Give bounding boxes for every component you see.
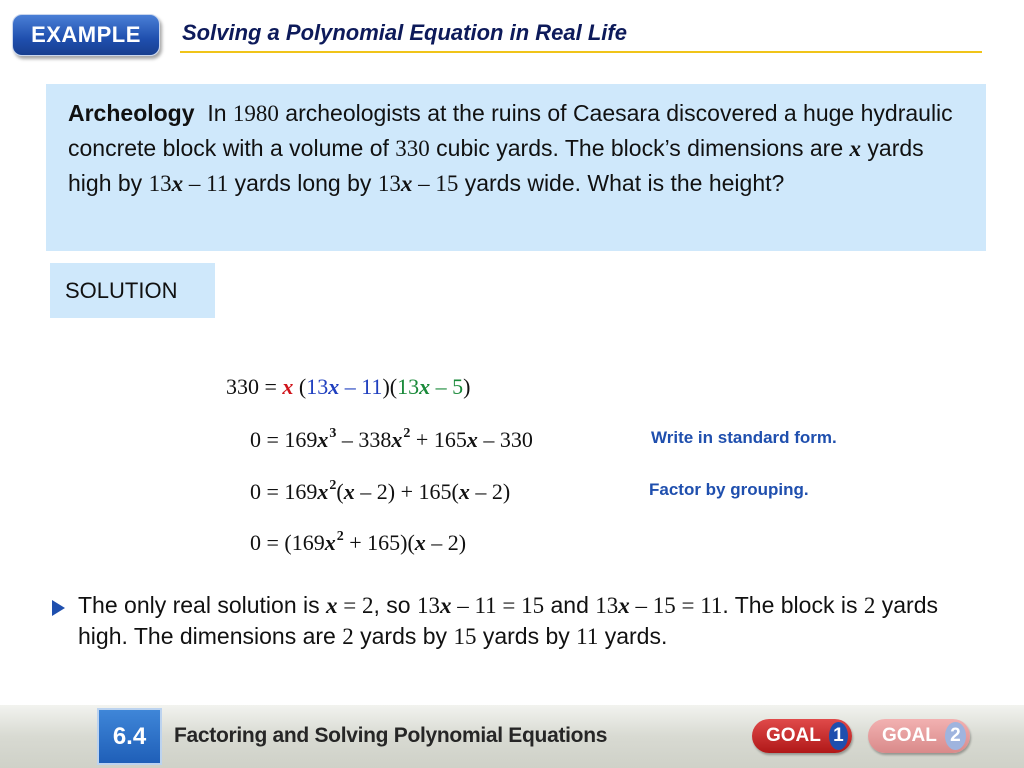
solution-label: SOLUTION [50,263,215,318]
slide-title: Solving a Polynomial Equation in Real Life [182,20,627,45]
eq-exponent: 3 [329,425,337,441]
conclusion-num: 13 [416,593,440,618]
eq-part: + 165)( [343,530,415,555]
eq-part: – 338 [336,427,392,452]
eq-var: x [419,374,431,399]
problem-width-var: x [400,171,413,196]
eq-var: x [414,530,426,555]
problem-width-coef: 13 [377,171,401,196]
eq-var: x [391,427,403,452]
problem-text-part: yards long by [228,170,378,196]
eq-part: – 5 [430,374,464,399]
problem-box [46,84,986,251]
conclusion-num: 11 [576,624,599,649]
conclusion-part: The only real solution is [78,592,327,618]
section-badge: 6.4 [97,708,162,765]
goal-2-label: GOAL [882,725,937,746]
problem-year: 1980 [232,101,279,126]
conclusion-part: yards high. The dimensions are [78,592,938,649]
conclusion-num: 15 [453,624,477,649]
eq-part: – 2) [425,530,467,555]
problem-length-coef: 13 [148,171,172,196]
conclusion-var: x [618,593,630,618]
eq-part: 13 [306,374,329,399]
footer-title: Factoring and Solving Polynomial Equations [174,724,608,747]
eq-part: 330 = [226,374,283,399]
problem-text [68,96,964,201]
goal-1-number: 1 [829,722,848,750]
eq-part: 0 = (169 [250,530,325,555]
conclusion-part: and [544,592,596,618]
conclusion-num: = 2 [337,593,374,618]
example-badge-label: EXAMPLE [31,22,141,47]
conclusion-part: yards. [598,623,668,649]
problem-length-var: x [171,171,184,196]
title-underline [180,51,982,53]
eq-exponent: 2 [329,477,337,493]
note-standard-form: Write in standard form. [651,428,837,447]
problem-text-part: archeologists at the ruins of Caesara discovered a huge hydraulic concrete block with a volume of [68,100,953,161]
conclusion-num: – 15 = 11 [629,593,723,618]
conclusion-var: x [326,593,338,618]
eq-var: x [343,479,355,504]
eq-part: 0 = 169 [250,427,318,452]
equation-4 [250,530,466,556]
eq-var: x [466,427,478,452]
conclusion-num: 2 [863,593,876,618]
conclusion-part: yards by [353,623,454,649]
eq-part: 13 [397,374,420,399]
eq-part: – 330 [477,427,533,452]
example-badge [12,14,160,56]
problem-volume: 330 [395,136,430,161]
goal-1-button[interactable] [752,719,852,753]
goal-2-button[interactable] [868,719,970,753]
eq-var: x [324,530,336,555]
conclusion-num: – 11 = 15 [451,593,545,618]
problem-topic: Archeology [68,100,195,126]
conclusion-part: , so [373,592,417,618]
note-factor-grouping: Factor by grouping. [649,480,809,499]
problem-text-part: cubic yards. The block’s dimensions are [429,135,850,161]
problem-width-const: – 15 [412,171,459,196]
problem-variable: x [849,136,862,161]
conclusion-num: 13 [595,593,619,618]
eq-part: + 165 [410,427,467,452]
goal-2-number: 2 [945,722,966,750]
eq-var: x [328,374,340,399]
equation-1 [226,374,470,400]
eq-var: x [282,374,294,399]
conclusion-text [78,590,958,652]
eq-var: x [317,479,329,504]
eq-part: – 2) + 165( [354,479,459,504]
eq-var: x [317,427,329,452]
eq-exponent: 2 [336,528,344,544]
problem-text-part: yards high by [68,135,924,196]
problem-text-part: yards wide. What is the height? [458,170,785,196]
problem-text-part: In [207,100,233,126]
eq-var: x [458,479,470,504]
eq-exponent: 2 [403,425,411,441]
problem-length-const: – 11 [183,171,229,196]
eq-part: ( [293,374,307,399]
conclusion-part: yards by [476,623,577,649]
conclusion-num: 2 [342,624,354,649]
eq-part: – 11 [339,374,383,399]
conclusion-part: . The block is [722,592,864,618]
eq-part: – 2) [469,479,511,504]
equation-2 [250,427,533,453]
equation-3 [250,479,510,505]
eq-part: ( [336,479,344,504]
goal-1-label: GOAL [766,725,821,746]
bullet-arrow-icon [52,600,65,616]
eq-part: ) [463,374,471,399]
conclusion-var: x [439,593,452,618]
eq-part: 0 = 169 [250,479,318,504]
eq-part: )( [382,374,398,399]
